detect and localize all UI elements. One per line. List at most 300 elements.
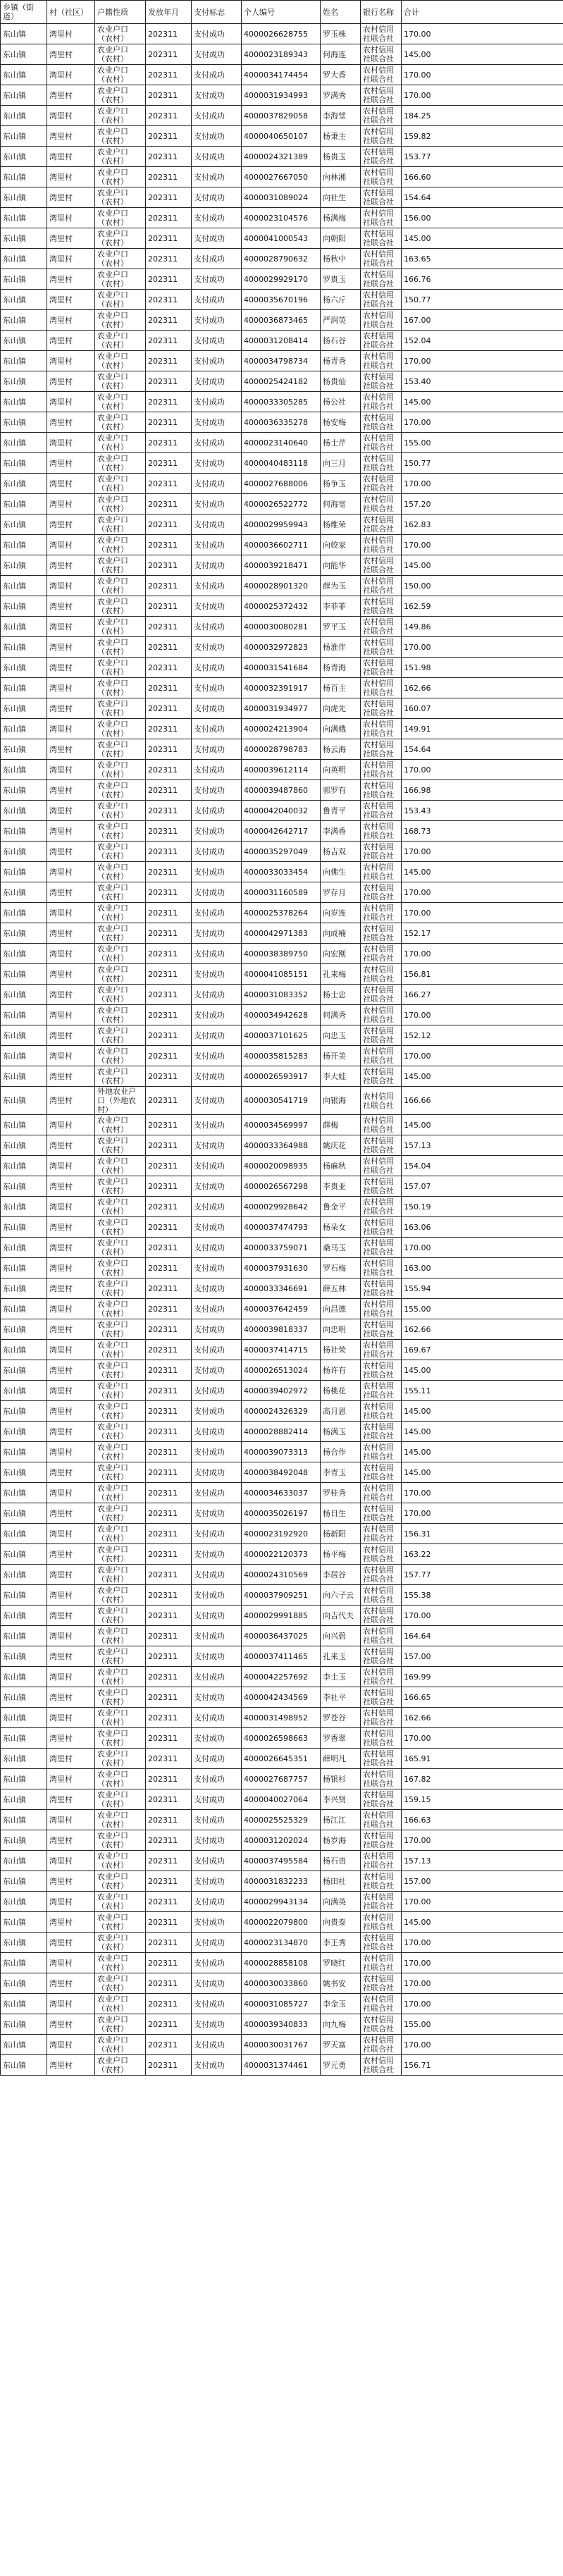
cell-total: 170.00 [402,1728,563,1749]
cell-person-id: 4000034798734 [242,351,321,371]
cell-household-type: 农业户口（农村） [95,85,146,106]
cell-household-type: 农业户口（农村） [95,1769,146,1789]
cell-bank: 农村信用社联合社 [361,535,402,555]
cell-household-type: 农业户口（农村） [95,1442,146,1462]
cell-household-type: 农业户口（农村） [95,944,146,964]
cell-total: 170.00 [402,1994,563,2014]
cell-bank: 农村信用社联合社 [361,1381,402,1401]
cell-town: 东山镇 [1,1360,47,1381]
cell-bank: 农村信用社联合社 [361,1994,402,2014]
cell-town: 东山镇 [1,1087,47,1115]
cell-town: 东山镇 [1,862,47,882]
cell-total: 152.04 [402,331,563,351]
cell-total: 170.00 [402,1973,563,1994]
cell-bank: 农村信用社联合社 [361,1810,402,1830]
cell-total: 166.65 [402,1687,563,1708]
cell-total: 145.00 [402,555,563,576]
cell-name: 向姣家 [321,535,361,555]
cell-total: 162.66 [402,678,563,698]
cell-town: 东山镇 [1,1789,47,1810]
cell-name: 李菲菲 [321,596,361,617]
cell-household-type: 农业户口（农村） [95,1258,146,1278]
cell-pay-month: 202311 [146,739,192,760]
cell-total: 170.00 [402,903,563,923]
cell-town: 东山镇 [1,1749,47,1769]
cell-name: 杨银杉 [321,1769,361,1789]
cell-village: 湾里村 [47,1401,95,1422]
cell-village: 湾里村 [47,1973,95,1994]
cell-pay-status: 支付成功 [192,821,242,842]
table-row [1,1953,563,1973]
cell-town: 东山镇 [1,1156,47,1176]
cell-pay-month: 202311 [146,1462,192,1483]
cell-village: 湾里村 [47,1749,95,1769]
cell-pay-month: 202311 [146,1483,192,1503]
cell-household-type: 农业户口（农村） [95,1381,146,1401]
cell-total: 155.00 [402,1299,563,1319]
cell-town: 东山镇 [1,1524,47,1544]
cell-town: 东山镇 [1,637,47,658]
cell-total: 170.00 [402,1953,563,1973]
cell-village: 湾里村 [47,474,95,494]
cell-household-type: 农业户口（农村） [95,760,146,780]
table-row [1,1422,563,1442]
cell-person-id: 4000033759071 [242,1238,321,1258]
cell-pay-status: 支付成功 [192,719,242,739]
cell-person-id: 4000026567298 [242,1176,321,1197]
cell-household-type: 农业户口（农村） [95,1197,146,1217]
cell-town: 东山镇 [1,2055,47,2076]
table-row [1,24,563,44]
cell-household-type: 农业户口（农村） [95,678,146,698]
cell-bank: 农村信用社联合社 [361,760,402,780]
cell-pay-status: 支付成功 [192,310,242,331]
cell-town: 东山镇 [1,821,47,842]
cell-total: 157.00 [402,1646,563,1667]
table-row [1,392,563,412]
cell-household-type: 农业户口（农村） [95,433,146,453]
cell-household-type: 农业户口（农村） [95,842,146,862]
cell-pay-status: 支付成功 [192,985,242,1005]
cell-pay-status: 支付成功 [192,1176,242,1197]
cell-total: 167.82 [402,1769,563,1789]
cell-person-id: 4000037474793 [242,1217,321,1238]
cell-pay-month: 202311 [146,821,192,842]
cell-village: 湾里村 [47,1728,95,1749]
cell-person-id: 4000024310569 [242,1565,321,1585]
cell-bank: 农村信用社联合社 [361,576,402,596]
cell-pay-status: 支付成功 [192,392,242,412]
cell-household-type: 农业户口（农村） [95,290,146,310]
cell-pay-month: 202311 [146,126,192,147]
cell-pay-month: 202311 [146,310,192,331]
cell-pay-status: 支付成功 [192,2035,242,2055]
cell-pay-month: 202311 [146,453,192,474]
cell-pay-month: 202311 [146,1278,192,1299]
cell-name: 杨秋中 [321,249,361,269]
cell-town: 东山镇 [1,514,47,535]
cell-bank: 农村信用社联合社 [361,392,402,412]
cell-household-type: 农业户口（农村） [95,923,146,944]
cell-village: 湾里村 [47,658,95,678]
cell-pay-month: 202311 [146,1749,192,1769]
cell-household-type: 农业户口（农村） [95,1278,146,1299]
cell-total: 166.98 [402,780,563,801]
cell-name: 罗桂秀 [321,1483,361,1503]
cell-town: 东山镇 [1,658,47,678]
cell-total: 163.06 [402,1217,563,1238]
table-row [1,1769,563,1789]
cell-town: 东山镇 [1,371,47,392]
cell-person-id: 4000033305285 [242,392,321,412]
cell-pay-status: 支付成功 [192,617,242,637]
cell-bank: 农村信用社联合社 [361,1892,402,1912]
cell-pay-month: 202311 [146,862,192,882]
cell-name: 向英明 [321,760,361,780]
table-row [1,2035,563,2055]
cell-person-id: 4000037829058 [242,106,321,126]
cell-town: 东山镇 [1,1565,47,1585]
table-row [1,1066,563,1087]
cell-household-type: 农业户口（农村） [95,351,146,371]
cell-name: 向虎先 [321,698,361,719]
cell-pay-status: 支付成功 [192,44,242,65]
cell-bank: 农村信用社联合社 [361,1646,402,1667]
cell-bank: 农村信用社联合社 [361,1912,402,1933]
cell-pay-month: 202311 [146,2055,192,2076]
cell-pay-status: 支付成功 [192,1749,242,1769]
cell-village: 湾里村 [47,882,95,903]
cell-pay-status: 支付成功 [192,1299,242,1319]
cell-household-type: 农业户口（农村） [95,1135,146,1156]
cell-pay-status: 支付成功 [192,1503,242,1524]
table-row [1,147,563,167]
cell-pay-status: 支付成功 [192,2014,242,2035]
cell-village: 湾里村 [47,903,95,923]
cell-village: 湾里村 [47,1830,95,1851]
cell-town: 东山镇 [1,1503,47,1524]
cell-total: 170.00 [402,1238,563,1258]
cell-person-id: 4000029959943 [242,514,321,535]
table-row [1,331,563,351]
cell-pay-month: 202311 [146,1115,192,1135]
cell-total: 170.00 [402,882,563,903]
cell-total: 170.00 [402,535,563,555]
cell-bank: 农村信用社联合社 [361,821,402,842]
table-row [1,1503,563,1524]
cell-pay-month: 202311 [146,187,192,208]
table-row [1,1005,563,1025]
cell-person-id: 4000038492048 [242,1462,321,1483]
table-row [1,514,563,535]
cell-person-id: 4000035297049 [242,842,321,862]
cell-person-id: 4000022079800 [242,1912,321,1933]
cell-town: 东山镇 [1,1769,47,1789]
cell-person-id: 4000037101625 [242,1025,321,1046]
cell-total: 152.17 [402,923,563,944]
cell-total: 160.07 [402,698,563,719]
cell-village: 湾里村 [47,944,95,964]
cell-village: 湾里村 [47,1646,95,1667]
header-town: 乡镇（街道） [1,1,47,24]
cell-pay-status: 支付成功 [192,1135,242,1156]
cell-town: 东山镇 [1,985,47,1005]
cell-pay-status: 支付成功 [192,1238,242,1258]
cell-total: 168.73 [402,821,563,842]
cell-village: 湾里村 [47,617,95,637]
cell-total: 166.63 [402,1810,563,1830]
cell-bank: 农村信用社联合社 [361,2014,402,2035]
cell-total: 150.00 [402,576,563,596]
cell-name: 罗大香 [321,65,361,85]
cell-pay-status: 支付成功 [192,1830,242,1851]
cell-total: 159.15 [402,1789,563,1810]
cell-person-id: 4000037909251 [242,1585,321,1606]
cell-name: 杨六斤 [321,290,361,310]
cell-pay-status: 支付成功 [192,678,242,698]
cell-person-id: 4000029943134 [242,1892,321,1912]
cell-total: 170.00 [402,760,563,780]
cell-village: 湾里村 [47,106,95,126]
table-row [1,2014,563,2035]
cell-name: 杨朵女 [321,1217,361,1238]
cell-pay-status: 支付成功 [192,433,242,453]
cell-name: 向宏刚 [321,944,361,964]
cell-bank: 农村信用社联合社 [361,1933,402,1953]
cell-person-id: 4000023189343 [242,44,321,65]
cell-pay-month: 202311 [146,1830,192,1851]
cell-person-id: 4000038389750 [242,944,321,964]
cell-town: 东山镇 [1,167,47,187]
table-row [1,739,563,760]
cell-total: 145.00 [402,1115,563,1135]
cell-village: 湾里村 [47,637,95,658]
cell-household-type: 农业户口（农村） [95,331,146,351]
cell-pay-status: 支付成功 [192,1156,242,1176]
cell-pay-month: 202311 [146,1319,192,1340]
table-row [1,1912,563,1933]
cell-name: 罗香翠 [321,1728,361,1749]
cell-household-type: 农业户口（农村） [95,596,146,617]
cell-total: 162.66 [402,1708,563,1728]
cell-pay-status: 支付成功 [192,862,242,882]
cell-name: 杨士忠 [321,985,361,1005]
cell-pay-month: 202311 [146,964,192,985]
cell-bank: 农村信用社联合社 [361,801,402,821]
table-row [1,535,563,555]
cell-household-type: 农业户口（农村） [95,1156,146,1176]
cell-name: 李金玉 [321,1994,361,2014]
cell-household-type: 农业户口（农村） [95,1646,146,1667]
cell-name: 杨士芹 [321,433,361,453]
cell-pay-status: 支付成功 [192,371,242,392]
cell-pay-month: 202311 [146,944,192,964]
cell-name: 李海堂 [321,106,361,126]
cell-total: 157.77 [402,1565,563,1585]
cell-village: 湾里村 [47,1503,95,1524]
cell-bank: 农村信用社联合社 [361,310,402,331]
cell-household-type: 农业户口（农村） [95,964,146,985]
cell-person-id: 4000030080281 [242,617,321,637]
cell-town: 东山镇 [1,1462,47,1483]
cell-name: 罗苍谷 [321,1708,361,1728]
cell-household-type: 农业户口（农村） [95,2035,146,2055]
cell-town: 东山镇 [1,106,47,126]
cell-household-type: 农业户口（农村） [95,801,146,821]
cell-pay-status: 支付成功 [192,1667,242,1687]
cell-pay-month: 202311 [146,44,192,65]
cell-name: 罗平玉 [321,617,361,637]
table-row [1,65,563,85]
cell-village: 湾里村 [47,1606,95,1626]
cell-household-type: 农业户口（农村） [95,106,146,126]
cell-village: 湾里村 [47,535,95,555]
cell-person-id: 4000031934993 [242,85,321,106]
cell-village: 湾里村 [47,1005,95,1025]
cell-person-id: 4000029928642 [242,1197,321,1217]
cell-village: 湾里村 [47,290,95,310]
cell-total: 159.82 [402,126,563,147]
cell-town: 东山镇 [1,1442,47,1462]
cell-household-type: 农业户口（农村） [95,167,146,187]
cell-pay-status: 支付成功 [192,494,242,514]
cell-household-type: 农业户口（农村） [95,780,146,801]
cell-pay-status: 支付成功 [192,698,242,719]
cell-person-id: 4000042040032 [242,801,321,821]
cell-total: 166.60 [402,167,563,187]
cell-village: 湾里村 [47,147,95,167]
cell-person-id: 4000039340833 [242,2014,321,2035]
cell-bank: 农村信用社联合社 [361,371,402,392]
cell-pay-month: 202311 [146,801,192,821]
cell-bank: 农村信用社联合社 [361,24,402,44]
cell-person-id: 4000039218471 [242,555,321,576]
cell-bank: 农村信用社联合社 [361,617,402,637]
cell-town: 东山镇 [1,1708,47,1728]
cell-household-type: 农业户口（农村） [95,1953,146,1973]
cell-pay-month: 202311 [146,1238,192,1258]
cell-pay-status: 支付成功 [192,964,242,985]
cell-name: 杨百主 [321,678,361,698]
cell-total: 170.00 [402,351,563,371]
cell-person-id: 4000039073313 [242,1442,321,1462]
cell-pay-status: 支付成功 [192,1626,242,1646]
cell-person-id: 4000042434569 [242,1687,321,1708]
cell-town: 东山镇 [1,351,47,371]
cell-name: 向吉代夫 [321,1606,361,1626]
cell-village: 湾里村 [47,1524,95,1544]
cell-village: 湾里村 [47,44,95,65]
cell-name: 李大娃 [321,1066,361,1087]
cell-household-type: 农业户口（农村） [95,1462,146,1483]
cell-household-type: 农业户口（农村） [95,1871,146,1892]
cell-bank: 农村信用社联合社 [361,514,402,535]
cell-name: 向成楠 [321,923,361,944]
table-row [1,1156,563,1176]
table-row [1,1217,563,1238]
cell-total: 145.00 [402,862,563,882]
cell-bank: 农村信用社联合社 [361,474,402,494]
cell-person-id: 4000026513024 [242,1360,321,1381]
cell-name: 杨贵仙 [321,371,361,392]
table-row [1,882,563,903]
table-row [1,1687,563,1708]
cell-total: 155.00 [402,2014,563,2035]
cell-town: 东山镇 [1,1005,47,1025]
cell-pay-status: 支付成功 [192,1810,242,1830]
cell-household-type: 农业户口（农村） [95,535,146,555]
table-row [1,964,563,985]
cell-total: 145.00 [402,1360,563,1381]
cell-village: 湾里村 [47,596,95,617]
cell-household-type: 农业户口（农村） [95,1401,146,1422]
cell-pay-month: 202311 [146,1005,192,1025]
cell-person-id: 4000041000543 [242,228,321,249]
cell-total: 166.27 [402,985,563,1005]
cell-person-id: 4000029991885 [242,1606,321,1626]
cell-village: 湾里村 [47,862,95,882]
cell-pay-month: 202311 [146,1544,192,1565]
table-row [1,596,563,617]
cell-pay-status: 支付成功 [192,126,242,147]
cell-bank: 农村信用社联合社 [361,678,402,698]
cell-pay-status: 支付成功 [192,1585,242,1606]
cell-town: 东山镇 [1,801,47,821]
cell-pay-status: 支付成功 [192,842,242,862]
cell-town: 东山镇 [1,65,47,85]
cell-bank: 农村信用社联合社 [361,1360,402,1381]
cell-person-id: 4000031832233 [242,1871,321,1892]
cell-name: 李社平 [321,1687,361,1708]
cell-town: 东山镇 [1,1544,47,1565]
cell-bank: 农村信用社联合社 [361,1046,402,1066]
cell-pay-month: 202311 [146,1810,192,1830]
cell-town: 东山镇 [1,903,47,923]
cell-pay-month: 202311 [146,1851,192,1871]
cell-person-id: 4000033364988 [242,1135,321,1156]
cell-village: 湾里村 [47,1278,95,1299]
cell-bank: 农村信用社联合社 [361,1503,402,1524]
cell-village: 湾里村 [47,2055,95,2076]
table-row [1,1340,563,1360]
cell-bank: 农村信用社联合社 [361,494,402,514]
cell-person-id: 4000028901320 [242,576,321,596]
cell-person-id: 4000023192920 [242,1524,321,1544]
cell-total: 157.07 [402,1176,563,1197]
cell-bank: 农村信用社联合社 [361,126,402,147]
cell-bank: 农村信用社联合社 [361,964,402,985]
cell-household-type: 农业户口（农村） [95,637,146,658]
cell-pay-status: 支付成功 [192,269,242,290]
table-row [1,1238,563,1258]
cell-pay-month: 202311 [146,514,192,535]
cell-total: 153.77 [402,147,563,167]
cell-pay-month: 202311 [146,1156,192,1176]
cell-pay-status: 支付成功 [192,1544,242,1565]
cell-pay-month: 202311 [146,1442,192,1462]
cell-person-id: 4000035815283 [242,1046,321,1066]
cell-household-type: 农业户口（农村） [95,147,146,167]
cell-total: 154.04 [402,1156,563,1176]
cell-household-type: 农业户口（农村） [95,821,146,842]
cell-pay-status: 支付成功 [192,24,242,44]
table-row [1,269,563,290]
cell-name: 向忠玉 [321,1025,361,1046]
cell-pay-status: 支付成功 [192,882,242,903]
cell-person-id: 4000037495584 [242,1851,321,1871]
table-row [1,290,563,310]
table-row [1,208,563,228]
